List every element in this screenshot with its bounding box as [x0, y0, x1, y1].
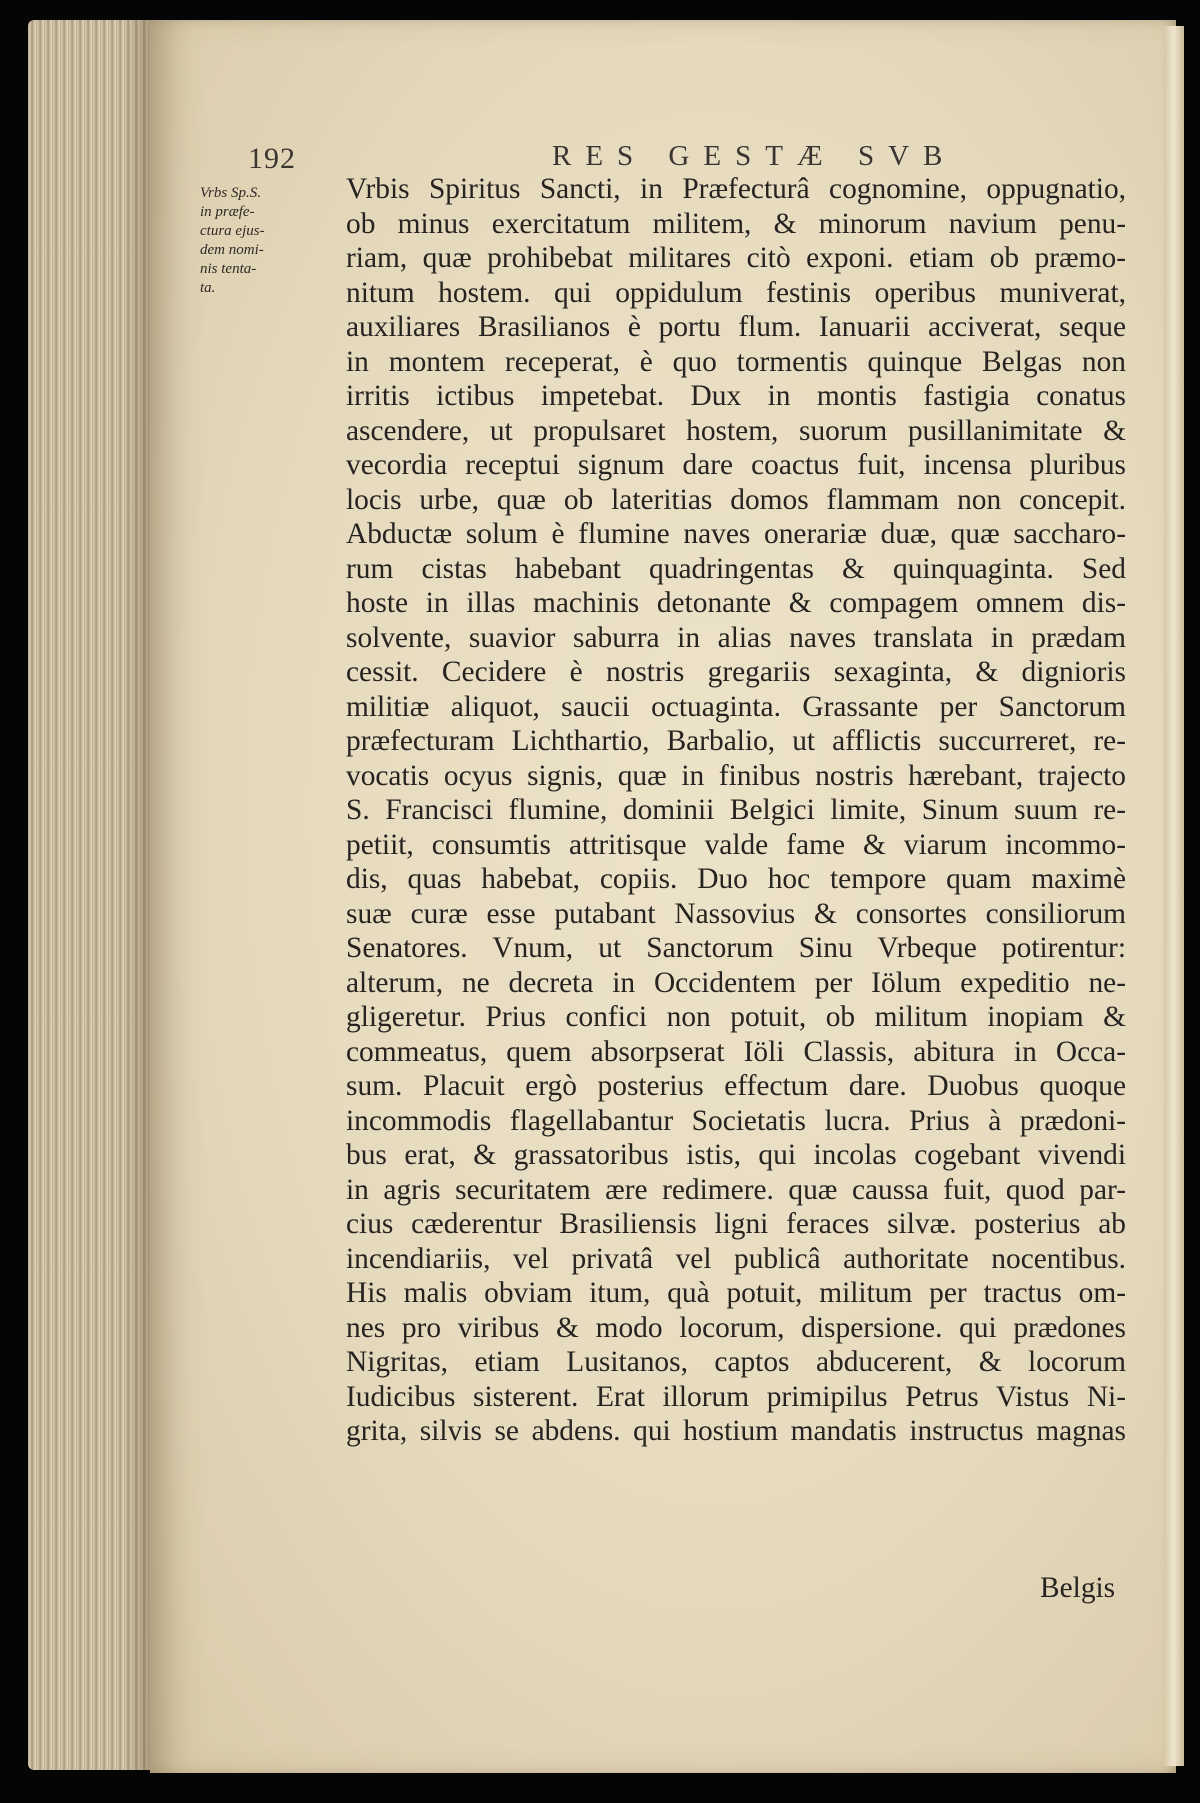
- text-line: in montem receperat, è quo tormentis quinque Belgas non: [346, 345, 1126, 378]
- text-line: Abductæ solum è flumine naves onerariæ duæ, quæ saccharo-: [346, 518, 1126, 550]
- text-line: militiæ aliquot, saucii octuaginta. Grassante per Sanctorum: [346, 690, 1126, 723]
- text-line: Iudicibus sisterent. Erat illorum primipilus Petrus Vistus Ni-: [346, 1380, 1126, 1413]
- text-line: ascendere, ut propulsaret hostem, suorum pusillanimitate &: [346, 414, 1126, 447]
- text-line: cessit. Cecidere è nostris gregariis sexaginta, & dignioris: [346, 656, 1126, 688]
- text-line: nes pro viribus & modo locorum, dispersione. qui prædones: [346, 1311, 1126, 1344]
- margin-note-line: nis tenta-: [200, 261, 257, 277]
- text-line: petiit, consumtis attritisque valde fame & viarum incommo-: [346, 828, 1126, 861]
- text-line: Senatores. Vnum, ut Sanctorum Sinu Vrbeque potirentur:: [346, 932, 1126, 964]
- margin-note-line: in præfe-: [200, 204, 255, 220]
- text-line: bus erat, & grassatoribus istis, qui incolas cogebant vivendi: [346, 1139, 1126, 1171]
- book-fore-edge: [28, 20, 153, 1770]
- text-line: in agris securitatem ære redimere. quæ caussa fuit, quod par-: [346, 1173, 1126, 1206]
- text-line: commeatus, quem absorpserat Iöli Classis, abitura in Occa-: [346, 1035, 1126, 1068]
- text-line: Vrbis Spiritus Sancti, in Præfecturâ cognomine, oppugnatio,: [346, 173, 1126, 205]
- text-line: riam, quæ prohibebat militares citò exponi. etiam ob præmo-: [346, 242, 1126, 274]
- text-line: alterum, ne decreta in Occidentem per Iölum expeditio ne-: [346, 966, 1126, 999]
- catchword: Belgis: [1040, 1572, 1116, 1604]
- text-line: præfecturam Lichthartio, Barbalio, ut afflictis succurreret, re-: [346, 725, 1126, 757]
- body-text: [346, 172, 1126, 1449]
- text-line: locis urbe, quæ ob lateritias domos flammam non concepit.: [346, 483, 1126, 516]
- text-line: vecordia receptui signum dare coactus fuit, incensa pluribus: [346, 449, 1126, 481]
- text-line: Nigritas, etiam Lusitanos, captos abducerent, & locorum: [346, 1346, 1126, 1378]
- text-line: cius cæderentur Brasiliensis ligni feraces silvæ. posterius ab: [346, 1208, 1126, 1240]
- margin-note-line: ta.: [200, 280, 216, 296]
- text-line: His malis obviam itum, quà potuit, militum per tractus om-: [346, 1277, 1126, 1309]
- text-line: incendiariis, vel privatâ vel publicâ authoritate nocentibus.: [346, 1242, 1126, 1275]
- page-number: 192: [248, 142, 296, 175]
- margin-note-line: dem nomi-: [200, 242, 264, 258]
- running-head: RES GESTÆ SVB: [552, 140, 957, 172]
- text-line: sum. Placuit ergò posterius effectum dare. Duobus quoque: [346, 1070, 1126, 1102]
- margin-note-line: ctura ejus-: [200, 223, 265, 239]
- text-line: hoste in illas machinis detonante & compagem omnem dis-: [346, 587, 1126, 619]
- text-line: ob minus exercitatum militem, & minorum navium penu-: [346, 207, 1126, 240]
- text-line: auxiliares Brasilianos è portu flum. Ianuarii acciverat, seque: [346, 311, 1126, 343]
- text-line: dis, quas habebat, copiis. Duo hoc tempore quam maximè: [346, 863, 1126, 895]
- text-line: grita, silvis se abdens. qui hostium mandatis instructus magnas: [346, 1415, 1126, 1447]
- text-line: gligeretur. Prius confici non potuit, ob militum inopiam &: [346, 1001, 1126, 1033]
- text-line: vocatis ocyus signis, quæ in finibus nostris hærebant, trajecto: [346, 759, 1126, 792]
- text-line: solvente, suavior saburra in alias naves translata in prædam: [346, 621, 1126, 654]
- text-line: incommodis flagellabantur Societatis lucra. Prius à prædoni-: [346, 1104, 1126, 1137]
- margin-note-line: Vrbs Sp.S.: [200, 185, 261, 201]
- text-line: rum cistas habebant quadringentas & quinquaginta. Sed: [346, 552, 1126, 585]
- page-edge: [1164, 26, 1184, 1766]
- text-line: suæ curæ esse putabant Nassovius & consortes consiliorum: [346, 897, 1126, 930]
- text-line: nitum hostem. qui oppidulum festinis operibus muniverat,: [346, 276, 1126, 309]
- text-line: irritis ictibus impetebat. Dux in montis fastigia conatus: [346, 380, 1126, 412]
- text-line: S. Francisci flumine, dominii Belgici limite, Sinum suum re-: [346, 794, 1126, 826]
- margin-note: [200, 184, 338, 298]
